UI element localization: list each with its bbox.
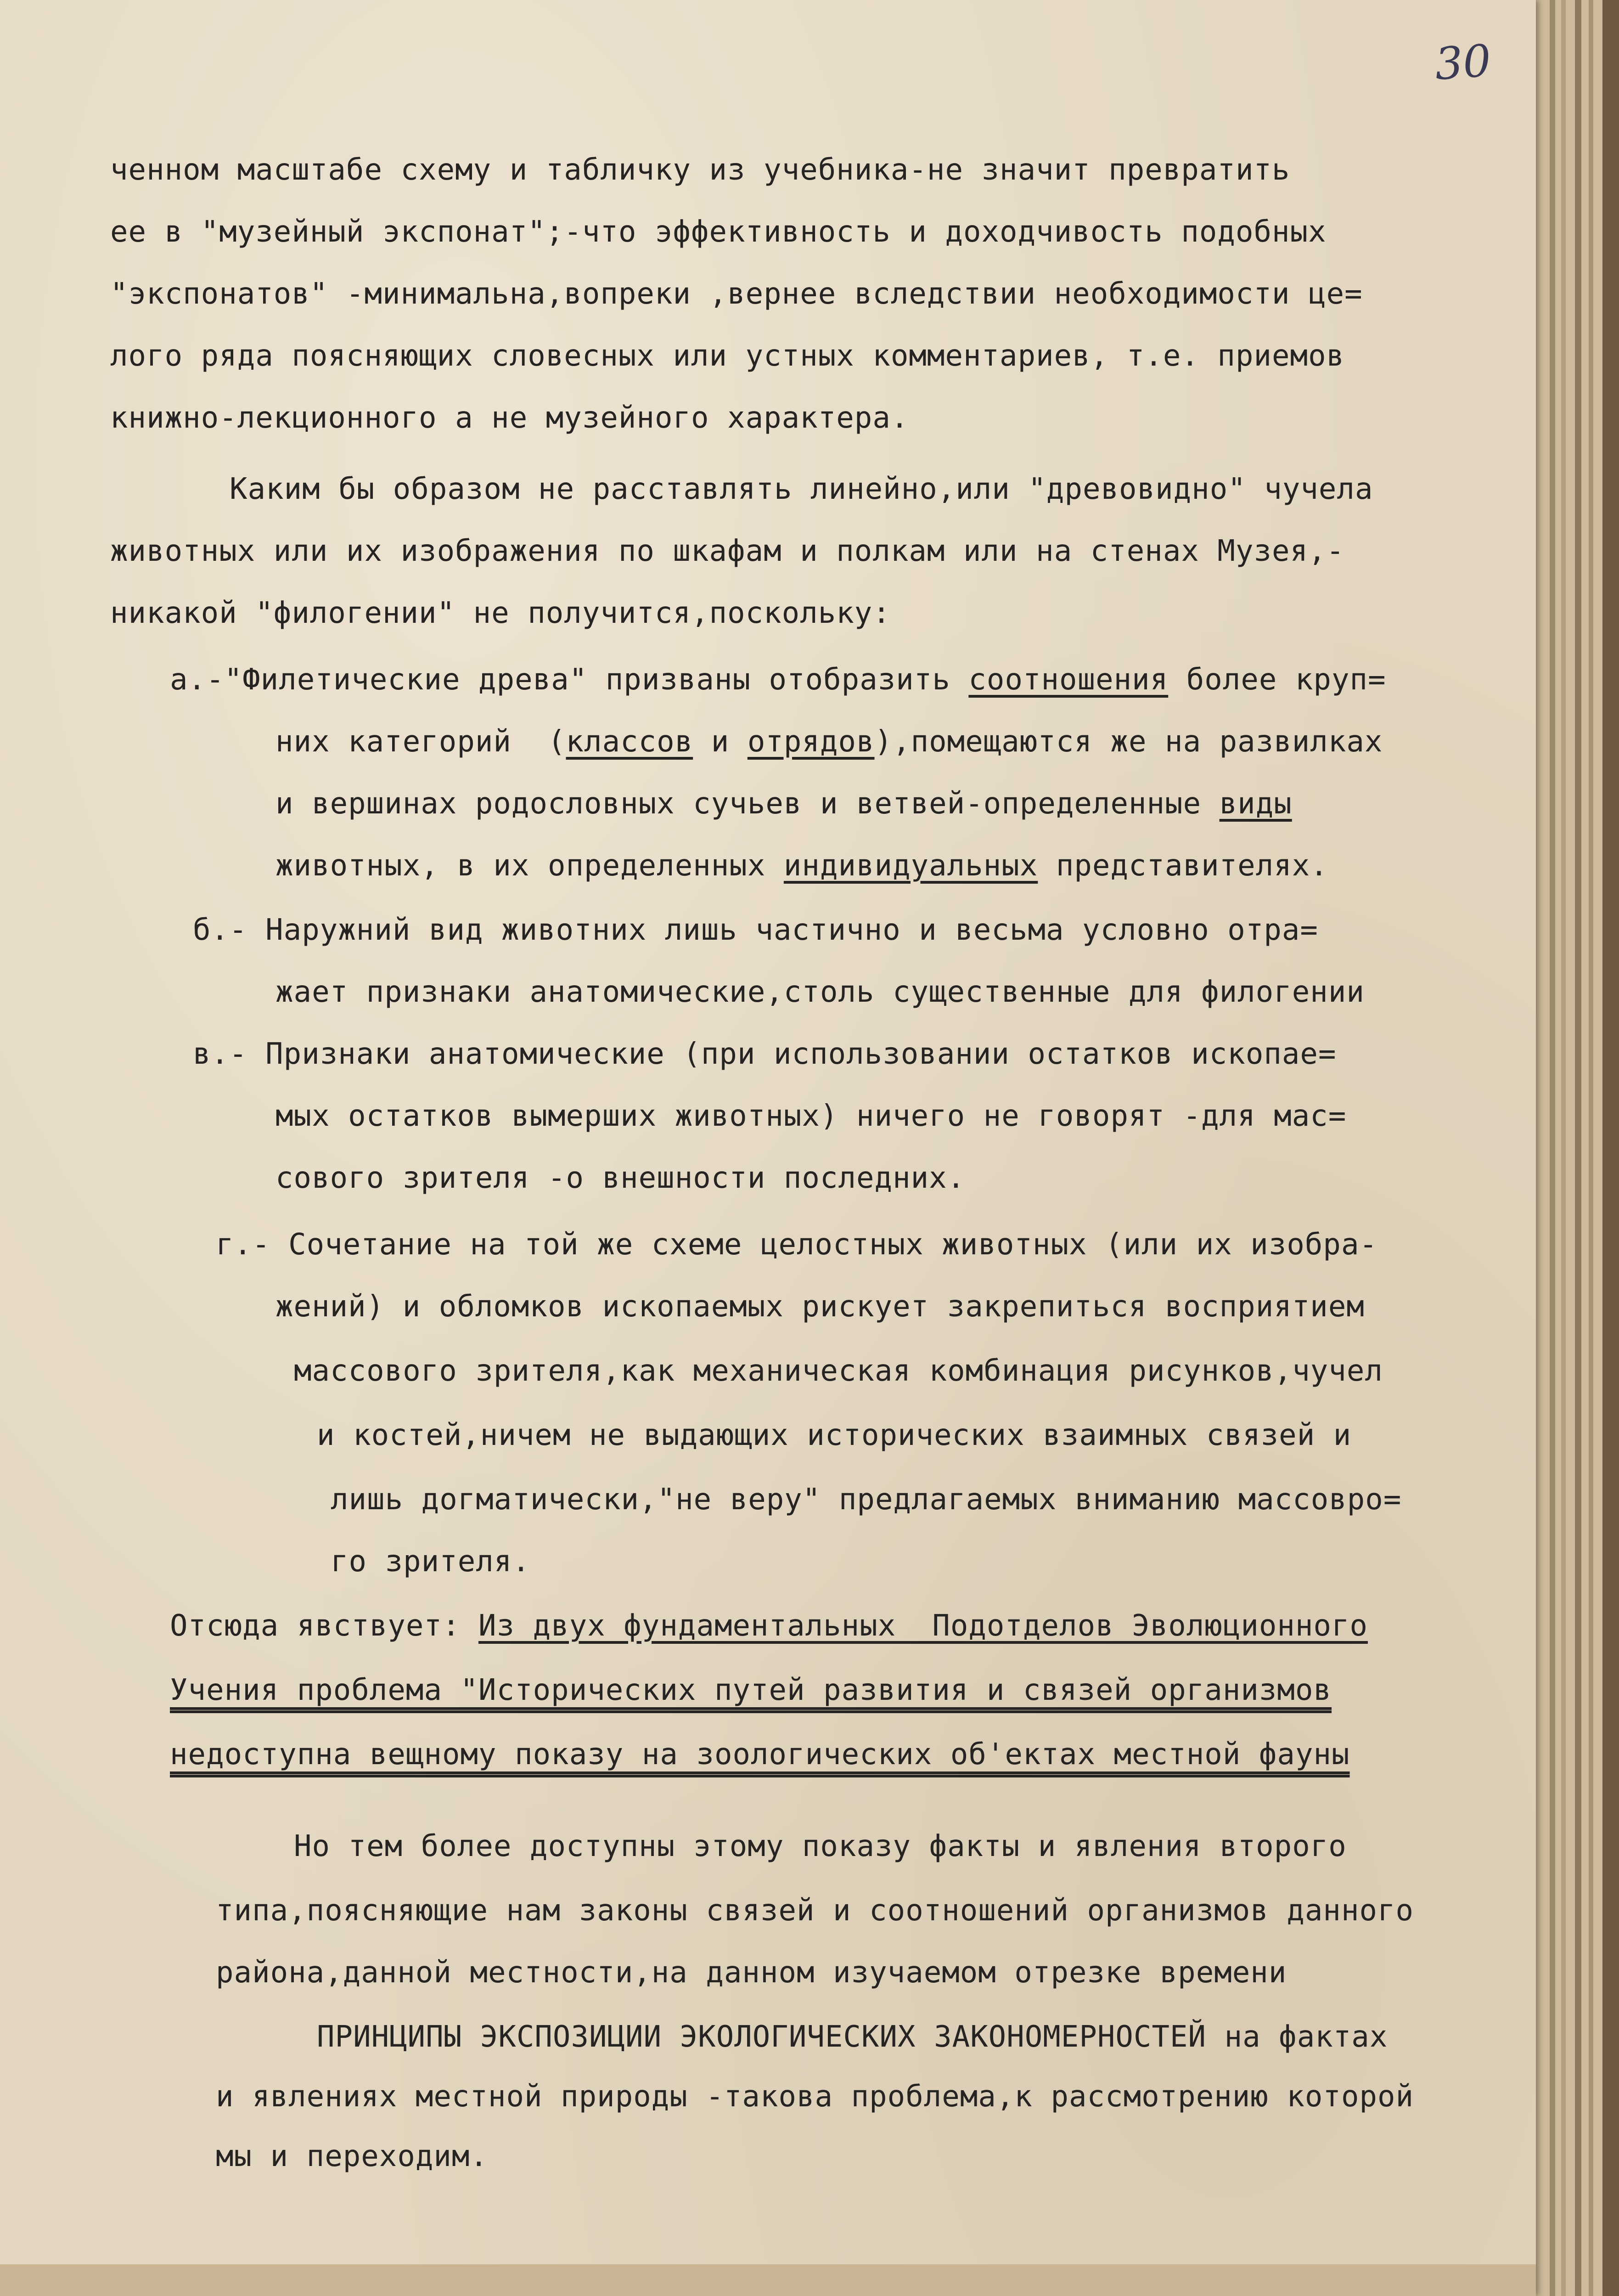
list-item-g-line: жений) и обломков ископаемых рискует закрепиться восприятием <box>275 1290 1365 1324</box>
text-line: "экспонатов" -минимальна,вопреки ,вернее вследствии необходимости це= <box>110 277 1363 311</box>
page-stack-edge <box>1589 0 1593 2296</box>
text-line: и явлениях местной природы -такова проблема,к рассмотрению которой <box>216 2080 1414 2114</box>
text-line: книжно-лекционного а не музейного характера. <box>110 401 909 435</box>
list-item-v-line: сового зрителя -о внешности последних. <box>275 1161 966 1195</box>
page-stack-edge <box>1575 0 1581 2296</box>
list-item-a-line: животных, в их определенных индивидуальных представителях. <box>275 849 1328 883</box>
text-line: Но тем более доступны этому показу факты и явления второго <box>294 1829 1347 1863</box>
text-line: типа,поясняющие нам законы связей и соотношений организмов данного <box>216 1894 1414 1928</box>
list-item-b-line: б.- Наружний вид животних лишь частично и весьма условно отра= <box>193 913 1318 947</box>
list-item-g-line: и костей,ничем не выдающих исторических взаимных связей и <box>317 1418 1352 1452</box>
text-line: района,данной местности,на данном изучаемом отрезке времени <box>216 1956 1287 1990</box>
conclusion-line: Отсюда явствует: Из двух фундаментальных Подотделов Эволюционного <box>170 1609 1368 1643</box>
text-line: мы и переходим. <box>216 2139 488 2173</box>
text-line: никакой "филогении" не получится,поскольку: <box>110 596 891 630</box>
conclusion-line: недоступна вещному показу на зоологических об'ектах местной фауны <box>170 1738 1350 1771</box>
text-line: лого ряда поясняющих словесных или устных комментариев, т.е. приемов <box>110 339 1345 373</box>
list-item-v-line: мых остатков вымерших животных) ничего не говорят -для мас= <box>275 1099 1347 1133</box>
text-line: ченном масштабе схему и табличку из учебника-не значит превратить <box>110 153 1290 187</box>
page-bottom-edge <box>0 2264 1536 2296</box>
text-line: Каким бы образом не расставлять линейно,или "древовидно" чучела <box>230 472 1373 506</box>
text-line: ПРИНЦИПЫ ЭКСПОЗИЦИИ ЭКОЛОГИЧЕСКИХ ЗАКОНОМЕРНОСТЕЙ на фактах <box>317 2020 1388 2054</box>
list-item-b-line: жает признаки анатомические,столь существенные для филогении <box>275 975 1365 1009</box>
page-number: 30 <box>1433 34 1493 90</box>
page-stack-edge <box>1550 0 1555 2296</box>
page-stack-edge <box>1602 0 1619 2296</box>
list-item-g-line: го зрителя. <box>331 1545 530 1579</box>
list-item-v-line: в.- Признаки анатомические (при использовании остатков ископае= <box>193 1037 1337 1071</box>
list-item-g-line: г.- Сочетание на той же схеме целостных животных (или их изобра- <box>216 1228 1377 1262</box>
text-line: ее в "музейный экспонат";-что эффективность и доходчивость подобных <box>110 215 1327 249</box>
conclusion-line: Учения проблема "Исторических путей развития и связей организмов <box>170 1673 1332 1707</box>
list-item-g-line: лишь догматически,"не веру" предлагаемых вниманию массовро= <box>331 1483 1402 1517</box>
page-stack-edge <box>1561 0 1566 2296</box>
list-item-a-line: и вершинах родословных сучьев и ветвей-определенные виды <box>275 787 1292 821</box>
list-item-a-line: а.-"Филетические древа" призваны отобразить соотношения более круп= <box>170 663 1386 697</box>
text-line: животных или их изображения по шкафам и полкам или на стенах Музея,- <box>110 534 1345 568</box>
list-item-g-line: массового зрителя,как механическая комбинация рисунков,чучел <box>294 1354 1383 1388</box>
list-item-a-line: них категорий (классов и отрядов),помещаются же на развилках <box>275 725 1383 759</box>
